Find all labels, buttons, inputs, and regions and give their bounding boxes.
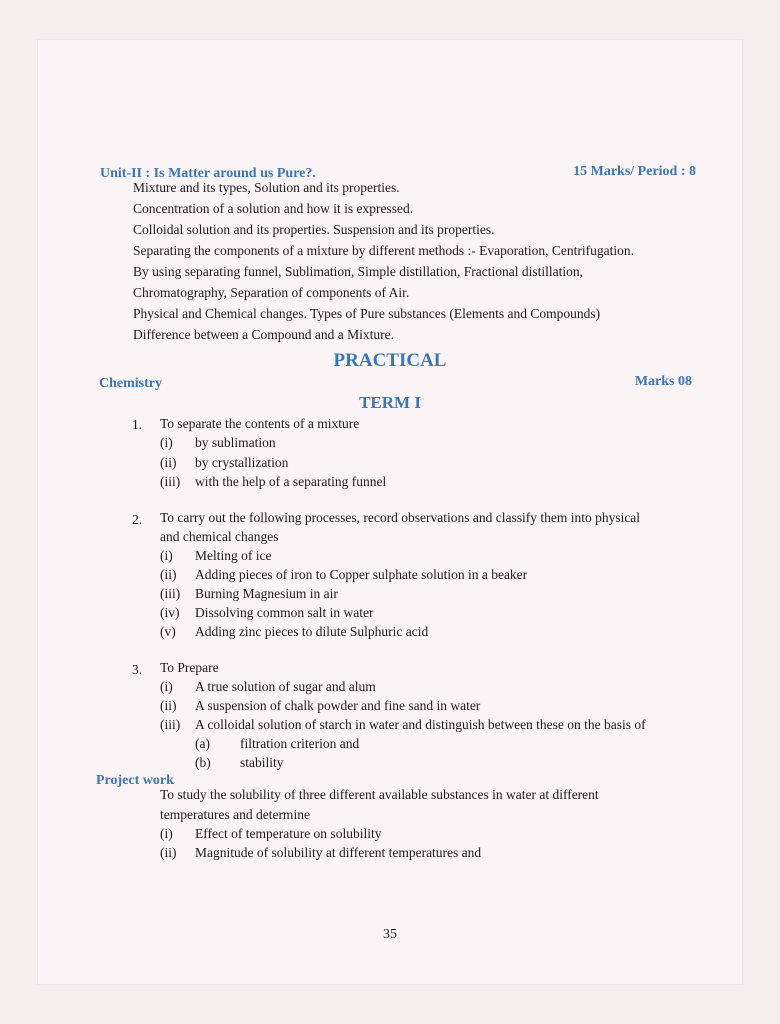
sub-item: (v) Adding zinc pieces to dilute Sulphuric acid — [160, 624, 429, 639]
unit-line: Colloidal solution and its properties. Suspension and its properties. — [133, 222, 495, 237]
item-number: 3. — [132, 662, 143, 677]
item-text: To Prepare — [160, 660, 219, 675]
sub-item: (iv) Dissolving common salt in water — [160, 605, 374, 620]
sub-item: (ii) A suspension of chalk powder and fine sand in water — [160, 698, 481, 713]
alpha-item: (a) filtration criterion and — [195, 736, 360, 751]
sub-item: (i) Effect of temperature on solubility — [160, 826, 382, 841]
alpha-item: (b) stability — [195, 755, 284, 770]
project-text-cont: temperatures and determine — [160, 807, 310, 822]
page-number: 35 — [383, 927, 397, 942]
unit-line: Difference between a Compound and a Mixture. — [133, 327, 395, 342]
item-text: To separate the contents of a mixture — [160, 416, 360, 431]
practical-title: PRACTICAL — [333, 350, 447, 371]
item-text-cont: and chemical changes — [160, 529, 279, 544]
item-number: 1. — [132, 417, 143, 432]
document-page — [38, 40, 742, 984]
subject-label: Chemistry — [99, 376, 162, 391]
unit-line: By using separating funnel, Sublimation, Simple distillation, Fractional distillation, — [133, 264, 583, 279]
sub-item: (i) A true solution of sugar and alum — [160, 679, 376, 694]
sub-item: (iii) Burning Magnesium in air — [160, 586, 338, 601]
unit-content — [133, 177, 634, 345]
unit-marks: 15 Marks/ Period : 8 — [573, 164, 696, 179]
unit-line: Separating the components of a mixture by different methods :- Evaporation, Centrifugation. — [133, 243, 634, 258]
unit-line: Mixture and its types, Solution and its properties. — [133, 180, 400, 195]
item-number: 2. — [132, 512, 143, 527]
sub-item: (ii) Magnitude of solubility at different temperatures and — [160, 845, 482, 860]
sub-item: (iii) A colloidal solution of starch in water and distinguish between these on the basis of — [160, 717, 646, 732]
unit-line: Physical and Chemical changes. Types of Pure substances (Elements and Compounds) — [133, 306, 601, 321]
item-text: To carry out the following processes, record observations and classify them into physical — [160, 510, 641, 525]
sub-item: (i) Melting of ice — [160, 548, 272, 563]
sub-item: (iii) with the help of a separating funnel — [160, 474, 387, 489]
sub-item: (i) by sublimation — [160, 435, 276, 450]
unit-line: Concentration of a solution and how it is expressed. — [133, 201, 414, 216]
project-text: To study the solubility of three different available substances in water at different — [160, 787, 599, 802]
unit-heading: Unit-II : Is Matter around us Pure?. — [100, 166, 316, 181]
unit-line: Chromatography, Separation of components of Air. — [133, 285, 410, 300]
sub-item: (ii) Adding pieces of iron to Copper sulphate solution in a beaker — [160, 567, 528, 582]
term-title: TERM I — [359, 393, 421, 412]
project-heading: Project work — [96, 773, 174, 788]
sub-item: (ii) by crystallization — [160, 455, 289, 470]
practical-marks: Marks 08 — [634, 374, 692, 389]
